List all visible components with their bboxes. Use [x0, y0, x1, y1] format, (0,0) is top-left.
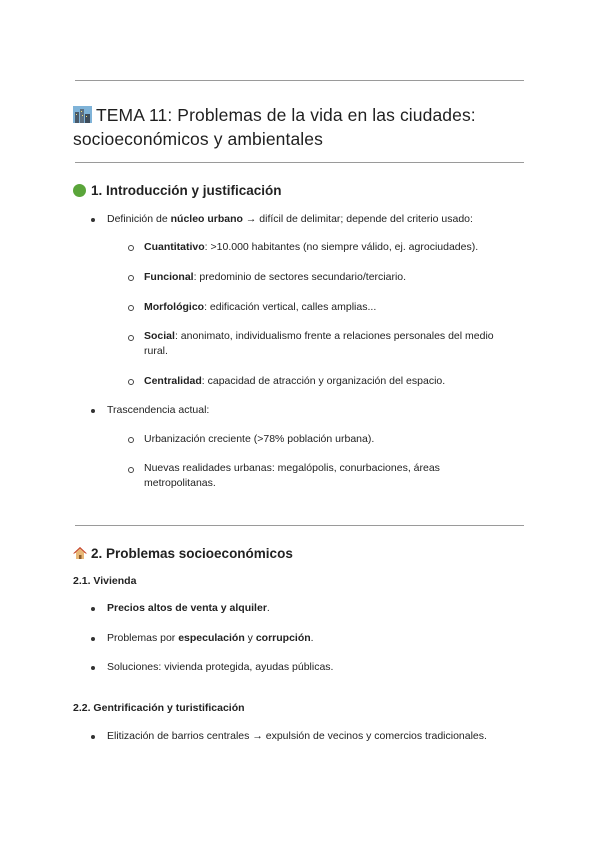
circle-bullet-icon [128, 245, 134, 251]
house-icon [73, 546, 87, 560]
title-text: TEMA 11: Problemas de la vida en las ciudades: socioeconómicos y ambientales [73, 105, 476, 149]
criterion-text: : anonimato, individualismo frente a relaciones personales del medio rural. [144, 330, 494, 357]
circle-bullet-icon [128, 467, 134, 473]
definition-prefix: Definición de [107, 213, 171, 225]
circle-bullet-icon [128, 437, 134, 443]
vivienda-item-bold: corrupción [255, 632, 311, 644]
criterion-text: : >10.000 habitantes (no siempre válido, ej. agrociudades). [204, 241, 479, 253]
criterion-term: Morfológico [144, 301, 205, 313]
circle-bullet-icon [128, 275, 134, 281]
cityscape-icon [73, 106, 92, 123]
vivienda-item [107, 601, 527, 616]
trascendencia-item: Trascendencia actual: [107, 404, 210, 416]
bullet-icon [91, 637, 95, 641]
criterion-term: Funcional [144, 271, 194, 283]
bullet-icon [91, 409, 95, 413]
bullet-icon [91, 666, 95, 670]
criterion-term: Cuantitativo [144, 241, 205, 253]
page-title [73, 103, 533, 151]
vivienda-item [107, 631, 527, 646]
circle-bullet-icon [128, 335, 134, 341]
green-circle-icon [73, 184, 86, 197]
vivienda-item-bold: Precios altos de venta y alquiler [107, 602, 267, 614]
criterion-item [144, 240, 519, 255]
criterion-text: : edificación vertical, calles amplias... [204, 301, 377, 313]
divider-title [75, 162, 524, 163]
vivienda-item-text: Problemas por [107, 632, 179, 644]
subsection-heading-gentrificacion: 2.2. Gentrificación y turistificación [73, 702, 245, 714]
criterion-item [144, 270, 519, 285]
vivienda-item-bold: especulación [178, 632, 245, 644]
section2-heading [73, 545, 293, 563]
vivienda-item-text: . [310, 632, 314, 644]
criterion-term: Centralidad [144, 375, 202, 387]
criterion-text: : predominio de sectores secundario/terciario. [193, 271, 407, 283]
vivienda-item [107, 660, 527, 675]
criterion-text: : capacidad de atracción y organización del espacio. [201, 375, 446, 387]
section2-heading-text: 2. Problemas socioeconómicos [91, 546, 293, 561]
trascendencia-subitem: Urbanización creciente (>78% población urbana). [144, 433, 375, 445]
definition-term: núcleo urbano [170, 213, 243, 225]
vivienda-item-text: y [244, 632, 256, 644]
criterion-item [144, 374, 519, 389]
subsection-heading-vivienda: 2.1. Vivienda [73, 575, 137, 587]
circle-bullet-icon [128, 305, 134, 311]
bullet-icon [91, 607, 95, 611]
criterion-item [144, 300, 519, 315]
criterion-item [144, 329, 519, 359]
vivienda-item-text: Soluciones: vivienda protegida, ayudas públicas. [107, 661, 334, 673]
circle-bullet-icon [128, 379, 134, 385]
gentrificacion-item: Elitización de barrios centrales → expulsión de vecinos y comercios tradicionales. [107, 730, 487, 742]
vivienda-item-text: . [266, 602, 270, 614]
divider-top [75, 80, 524, 81]
section1-heading [73, 182, 282, 200]
definition-item [107, 212, 527, 227]
section1-heading-text: 1. Introducción y justificación [91, 183, 282, 198]
bullet-icon [91, 218, 95, 222]
definition-suffix: → difícil de delimitar; depende del criterio usado: [242, 213, 473, 225]
criterion-term: Social [144, 330, 175, 342]
trascendencia-subitem: Nuevas realidades urbanas: megalópolis, conurbaciones, áreas metropolitanas. [144, 462, 440, 489]
bullet-icon [91, 735, 95, 739]
divider-section1 [75, 525, 524, 526]
